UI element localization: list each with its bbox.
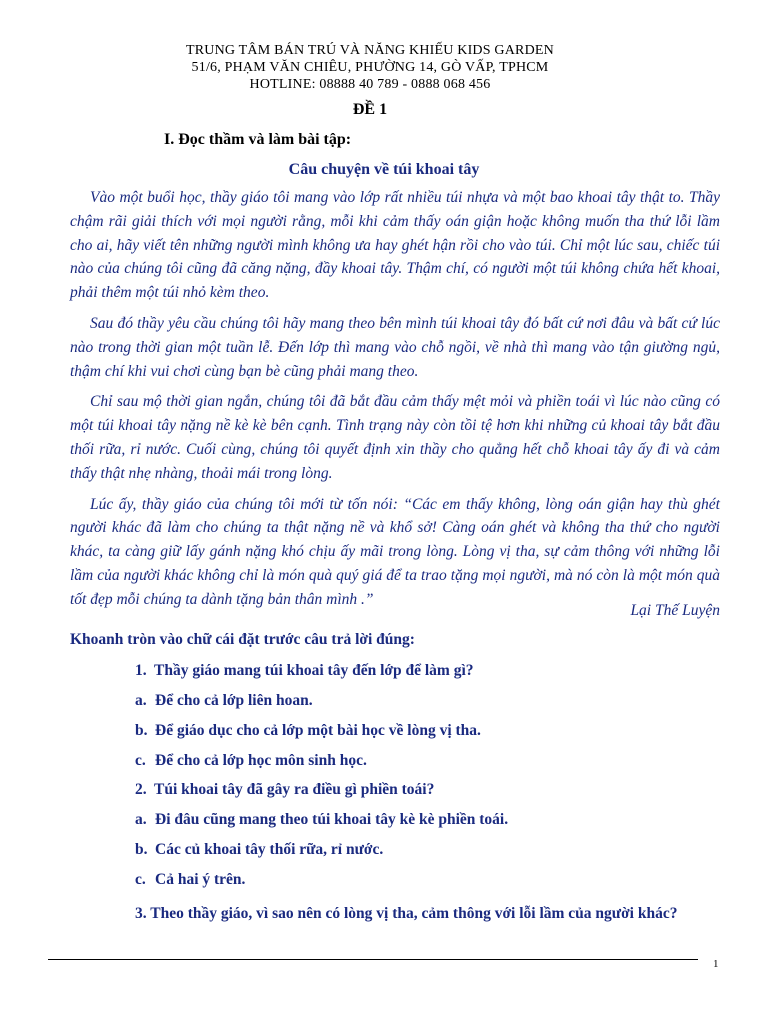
passage-paragraph: Sau đó thầy yêu cầu chúng tôi hãy mang theo bên mình túi khoai tây đó bất cứ nơi đâu và bất cứ lúc nào trong thời gian một tuần lễ. Đến lớp thì mang vào chỗ ngồi, về nhà thì mang vào tận giường ngủ, thậm chí khi vui chơi cùng bạn bè cũng phải mang theo. bbox=[70, 314, 720, 380]
question-text: Túi khoai tây đã gây ra điều gì phiền toái? bbox=[154, 781, 435, 798]
footer-divider bbox=[48, 959, 698, 960]
question-number: 2. bbox=[135, 781, 147, 798]
option-letter: b. bbox=[135, 841, 148, 858]
option-text: Các củ khoai tây thối rữa, rỉ nước. bbox=[155, 841, 384, 858]
question-2 bbox=[135, 781, 434, 799]
passage-author: Lại Thế Luyện bbox=[630, 602, 720, 619]
question-number: 3. bbox=[135, 905, 147, 922]
question-3 bbox=[76, 902, 720, 925]
question-2-option-a[interactable] bbox=[135, 811, 508, 829]
option-letter: b. bbox=[135, 722, 148, 739]
question-1 bbox=[135, 662, 474, 680]
option-text: Đi đâu cũng mang theo túi khoai tây kè kè phiền toái. bbox=[155, 811, 509, 828]
question-1-option-c[interactable] bbox=[135, 752, 367, 770]
question-1-option-b[interactable] bbox=[135, 722, 481, 740]
option-text: Để giáo dục cho cả lớp một bài học về lòng vị tha. bbox=[155, 722, 481, 739]
question-2-option-b[interactable] bbox=[135, 841, 383, 859]
option-text: Để cho cả lớp học môn sinh học. bbox=[155, 752, 367, 769]
question-number: 1. bbox=[135, 662, 147, 679]
question-text: Thầy giáo mang túi khoai tây đến lớp để làm gì? bbox=[154, 662, 474, 679]
reading-passage bbox=[70, 186, 720, 619]
story-title: Câu chuyện về túi khoai tây bbox=[288, 161, 480, 178]
passage-paragraph: Chỉ sau mộ thời gian ngắn, chúng tôi đã bắt đầu cảm thấy mệt mỏi và phiền toái vì lúc nào cũng có một túi khoai tây nặng nề kè kè bên cạnh. Tình trạng này còn tồi tệ hơn khi những củ khoai tây bắt đầu thối rữa, rỉ nước. Cuối cùng, chúng tôi quyết định xin thầy cho quẳng hết chỗ khoai tây ấy đi và cảm thấy thật nhẹ nhàng, thoải mái trong lòng. bbox=[70, 393, 720, 482]
question-instruction: Khoanh tròn vào chữ cái đặt trước câu trả lời đúng: bbox=[70, 631, 415, 648]
exam-title: ĐỀ 1 bbox=[352, 101, 388, 118]
question-text: Theo thầy giáo, vì sao nên có lòng vị tha, cảm thông với lỗi lầm của người khác? bbox=[150, 905, 678, 922]
option-letter: c. bbox=[135, 752, 146, 769]
option-text: Cả hai ý trên. bbox=[155, 871, 246, 888]
question-1-option-a[interactable] bbox=[135, 692, 313, 710]
section-title: I. Đọc thầm và làm bài tập: bbox=[164, 131, 352, 148]
passage-paragraph: Vào một buổi học, thầy giáo tôi mang vào lớp rất nhiều túi nhựa và một bao khoai tây thật to. Thầy chậm rãi giải thích với mọi người rằng, mỗi khi cảm thấy oán giận hoặc không muốn tha thứ lỗi lầm cho ai, hãy viết tên những người mình không ưa hay ghét hận rồi cho vào túi. Chỉ một lúc sau, chiếc túi nào của chúng tôi cũng đã căng nặng, đầy khoai tây. Thậm chí, có người một túi không chứa hết khoai, phải thêm một túi nhỏ kèm theo. bbox=[70, 189, 720, 302]
option-text: Để cho cả lớp liên hoan. bbox=[155, 692, 313, 709]
school-name: TRUNG TÂM BÁN TRÚ VÀ NĂNG KHIẾU KIDS GARDEN bbox=[186, 43, 554, 58]
school-address: 51/6, PHẠM VĂN CHIÊU, PHƯỜNG 14, GÒ VẤP, TPHCM bbox=[191, 60, 549, 75]
question-2-option-c[interactable] bbox=[135, 871, 245, 889]
school-hotline: HOTLINE: 08888 40 789 - 0888 068 456 bbox=[249, 77, 491, 92]
option-letter: a. bbox=[135, 811, 147, 828]
option-letter: a. bbox=[135, 692, 147, 709]
option-letter: c. bbox=[135, 871, 146, 888]
page-number: 1 bbox=[713, 958, 719, 970]
passage-paragraph: Lúc ấy, thầy giáo của chúng tôi mới từ tốn nói: “Các em thấy không, lòng oán giận hay thù ghét người khác đã làm cho chúng ta thật nặng nề và khổ sở! Càng oán ghét và không tha thứ cho người khác, ta càng giữ lấy gánh nặng khó chịu ấy mãi trong lòng. Lòng vị tha, sự cảm thông với những lỗi lầm của người khác không chỉ là món quà quý giá để ta trao tặng mọi người, mà nó còn là một món quà tốt đẹp mỗi chúng ta dành tặng bản thân mình .” bbox=[70, 495, 720, 608]
